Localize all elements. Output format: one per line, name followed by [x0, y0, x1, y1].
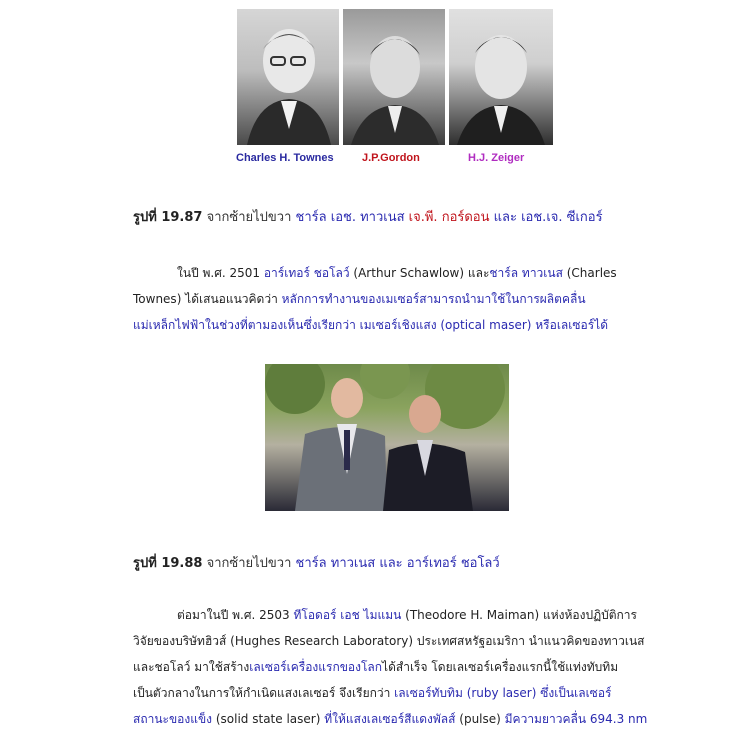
paragraph-1-line-2: [133, 286, 663, 312]
text-run: และชอโลว์ มาใช้สร้าง: [133, 660, 250, 674]
highlight-text: ที่ให้แสงเลเซอร์สีแดงพัลส์: [324, 712, 456, 726]
paragraph-2-line-2: วิจัยของบริษัทฮิวส์ (Hughes Research Laboratory) ประเทศสหรัฐอเมริกา นำแนวคิดของทาวเนส: [133, 634, 645, 648]
text-run: Townes) ได้เสนอแนวคิดว่า: [133, 292, 282, 306]
link-maiman[interactable]: ทีโอดอร์ เอช ไมแมน: [293, 608, 402, 622]
text-run: ต่อมาในปี พ.ศ. 2503: [177, 608, 294, 622]
text-run: (pulse): [455, 712, 505, 726]
paragraph-2-line-4: [133, 680, 663, 706]
portrait-zeiger: [449, 9, 553, 145]
name-gordon: J.P.Gordon: [362, 152, 420, 164]
link-townes[interactable]: ชาร์ล ทาวเนส: [489, 266, 563, 280]
caption-person-2: เจ.พี. กอร์ดอน: [408, 210, 490, 225]
caption-person-3: เอช.เจ. ซีเกอร์: [521, 210, 603, 225]
caption-person-2: อาร์เทอร์ ชอโลว์: [406, 556, 500, 571]
caption-and: และ: [493, 210, 517, 225]
text-run: (solid state laser): [212, 712, 325, 726]
portrait-townes: [237, 9, 339, 145]
caption-label: รูปที่ 19.88: [133, 556, 203, 571]
link-ruby-laser[interactable]: เลเซอร์ทับทิม (ruby laser) ซึ่งเป็นเลเซอร์: [394, 686, 612, 700]
paragraph-1-line-3: แม่เหล็กไฟฟ้าในช่วงที่ตามองเห็นซึ่งเรียกว่า เมเซอร์เชิงแสง (optical maser) หรือเลเซอร์ได้: [133, 318, 608, 332]
caption-person-1: ชาร์ล ทาวเนส: [295, 556, 376, 571]
caption-label: รูปที่ 19.87: [133, 210, 203, 225]
link-first-laser[interactable]: เลเซอร์เครื่องแรกของโลก: [249, 660, 383, 674]
name-zeiger: H.J. Zeiger: [468, 152, 525, 164]
text-run: เป็นตัวกลางในการให้กำเนิดแสงเลเซอร์ จึงเรียกว่า: [133, 686, 395, 700]
figure-19-88-caption: [133, 552, 500, 573]
text-run: (Charles: [562, 266, 617, 280]
caption-lead: จากซ้ายไปขวา: [206, 210, 292, 225]
portrait-row: [237, 9, 553, 145]
text-run: ได้สำเร็จ โดยเลเซอร์เครื่องแรกนี้ใช้แท่งทับทิม: [382, 660, 619, 674]
name-townes: Charles H. Townes: [236, 152, 334, 164]
text-run: ในปี พ.ศ. 2501: [177, 266, 264, 280]
paragraph-1-line-1: [133, 260, 663, 286]
caption-lead: จากซ้ายไปขวา: [206, 556, 292, 571]
paragraph-2-line-3: [133, 654, 663, 680]
highlight-text: สถานะของแข็ง: [133, 712, 213, 726]
paragraph-1: [133, 260, 663, 338]
paragraph-2: [133, 602, 663, 730]
caption-and: และ: [379, 556, 403, 571]
paragraph-2-line-1: [133, 602, 663, 628]
highlight-text: มีความยาวคลื่น 694.3 nm: [504, 712, 648, 726]
highlight-text: หลักการทำงานของเมเซอร์สามารถนำมาใช้ในการผลิตคลื่น: [281, 292, 586, 306]
portrait-gordon: [343, 9, 445, 145]
figure-19-87-caption: [133, 206, 603, 227]
text-run: (Theodore H. Maiman) แห่งห้องปฏิบัติการ: [401, 608, 637, 622]
photo-townes-schawlow: [265, 364, 509, 511]
text-run: (Arthur Schawlow) และ: [349, 266, 490, 280]
paragraph-2-line-5: [133, 706, 663, 730]
caption-person-1: ชาร์ล เอช. ทาวเนส: [295, 210, 405, 225]
link-schawlow[interactable]: อาร์เทอร์ ชอโลว์: [263, 266, 350, 280]
